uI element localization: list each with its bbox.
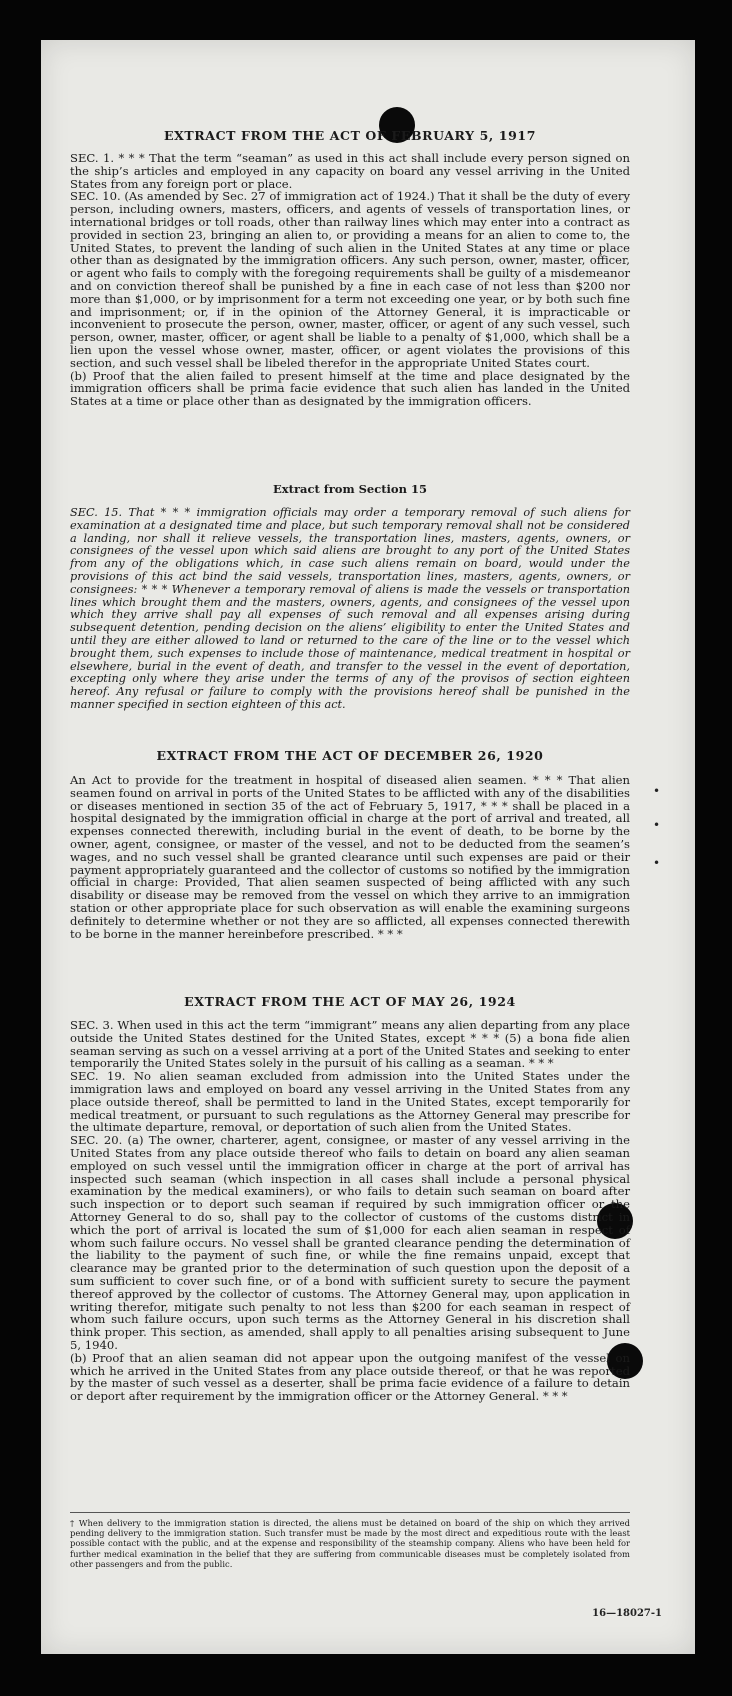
section-1924 xyxy=(70,1019,630,1403)
sec-1-paragraph: SEC. 1. * * * That the term “seaman” as used in this act shall include every person signed on the ship’s articles and employed in any capacity on board any vessel arriving in the United States from any foreign port or place. xyxy=(70,151,630,191)
heading-act-1920: EXTRACT FROM THE ACT OF DECEMBER 26, 1920 xyxy=(156,748,544,763)
sec-3-paragraph: SEC. 3. When used in this act the term “immigrant” means any alien departing from any place outside the United States destined for the United States, except * * * (5) a bona fide alien seaman serving as such on a vessel arriving at a port of the United States and seeking to enter temporarily the United States solely in the pursuit of his calling as a seaman. * * * xyxy=(70,1018,630,1071)
sec-10-paragraph: SEC. 10. (As amended by Sec. 27 of immigration act of 1924.) That it shall be the duty of every person, including owners, masters, officers, and agents of vessels of transportation lines, or international bridges or toll roads, other than railway lines which may enter into a contract as provided in section 23, bringing an alien to, or providing a means for an alien to come to, the United States, to prevent the landing of such alien in the United States at any time or place other than as designated by the immigration officers. Any such person, owner, master, officer, or agent who fails to comply with the foregoing requirements shall be guilty of a misdemeanor and on conviction thereof shall be punished by a fine in each case of not less than $200 nor more than $1,000, or by imprisonment for a term not exceeding one year, or by both such fine and imprisonment; or, if in the opinion of the Attorney General, it is impracticable or inconvenient to prosecute the person, owner, master, officer, or agent of any such vessel, such person, owner, master, officer, or agent shall be liable to a penalty of $1,000, which shall be a lien upon the vessel whose owner, master, officer, or agent violates the provisions of this section, and such vessel shall be libeled therefor in the appropriate United States court. xyxy=(70,189,630,370)
margin-mark: • xyxy=(653,818,661,832)
heading-act-1924: EXTRACT FROM THE ACT OF MAY 26, 1924 xyxy=(184,994,516,1009)
margin-mark: • xyxy=(653,784,661,798)
act-1920-paragraph: An Act to provide for the treatment in hospital of diseased alien seamen. * * * That alien seamen found on arrival in ports of the United States to be afflicted with any of the disabilities or diseases mentioned in section 35 of the act of February 5, 1917, * * * shall be placed in a hospital designated by the immigration official in charge at the port of arrival and treated, all expenses connected therewith, including burial in the event of death, to be borne by the owner, agent, consignee, or master of the vessel, and not to be deducted from the seamen’s wages, and no such vessel shall be granted clearance until such expenses are paid or their payment appropriately guaranteed and the collector of customs so notified by the immigration official in charge: Provided, That alien seamen suspected of being afflicted with any such disability or disease may be removed from the vessel on which they arrive to an immigration station or other appropriate place for such observation as will enable the examining surgeons definitely to determine whether or not they are so afflicted, all expenses connected therewith to be borne in the manner hereinbefore prescribed. * * * xyxy=(70,773,630,941)
sec-15-paragraph: SEC. 15. That * * * immigration officials may order a temporary removal of such aliens for examination at a designated time and place, but such temporary removal shall not be considered a landing, nor shall it relieve vessels, the transportation lines, masters, agents, owners, or consignees of the vessel upon which said aliens are brought to any port of the United States from any of the obligations which, in case such aliens remain on board, would under the provisions of this act bind the said vessels, transportation lines, masters, agents, owners, or consignees: * * * Whenever a temporary removal of aliens is made the vessels or transportation lines which brought them and the masters, owners, agents, and consignees of the vessel upon which they arrive shall pay all expenses of such removal and all expenses arising during subsequent detention, pending decision on the aliens’ eligibility to enter the United States and until they are either allowed to land or returned to the care of the line or to the vessel which brought them, such expenses to include those of maintenance, medical treatment in hospital or elsewhere, burial in the event of death, and transfer to the vessel in the event of deportation, excepting only where they arise under the terms of any of the provisos of section eighteen hereof. Any refusal or failure to comply with the provisions hereof shall be punished in the manner specified in section eighteen of this act. xyxy=(70,506,630,711)
footnote-divider xyxy=(70,1512,630,1513)
section-1920 xyxy=(70,774,630,940)
form-number: 16—18027-1 xyxy=(592,1608,662,1619)
footnote-text: † When delivery to the immigration station is directed, the aliens must be detained on board of the ship on which they arrived pending delivery to the immigration station. Such transfer must be made by the most direct and expeditious route with the least possible contact with the public, and at the expense and responsibility of the steamship company. Aliens who have been held for further medical examination in the belief that they are suffering from communicable diseases must be completely isolated from other passengers and from the public. xyxy=(70,1518,630,1569)
section-15 xyxy=(70,507,630,712)
footnote xyxy=(70,1518,630,1569)
subheading-section-15: Extract from Section 15 xyxy=(273,482,427,496)
heading-act-1917: EXTRACT FROM THE ACT OF FEBRUARY 5, 1917 xyxy=(163,128,536,143)
sec-10b-paragraph: (b) Proof that the alien failed to present himself at the time and place designated by the immigration officers shall be prima facie evidence that such alien has landed in the United States at a time or place other than as designated by the immigration officers. xyxy=(70,368,630,409)
sec-19-paragraph: SEC. 19. No alien seaman excluded from admission into the United States under the immigration laws and employed on board any vessel arriving in the United States from any place outside thereof, shall be permitted to land in the United States, except temporarily for medical treatment, or pursuant to such regulations as the Attorney General may prescribe for the ultimate departure, removal, or deportation of such alien from the United States. xyxy=(70,1069,630,1135)
sec-20a-paragraph: SEC. 20. (a) The owner, charterer, agent, consignee, or master of any vessel arriving in the United States from any place outside thereof who fails to detain on board any alien seaman employed on such vessel until the immigration officer in charge at the port of arrival has inspected such seaman (which inspection in all cases shall include a personal physical examination by the medical examiners), or who fails to detain such seaman on board after such inspection or to deport such seaman if required by such immigration officer or the Attorney General to do so, shall pay to the collector of customs of the customs district in which the port of arrival is located the sum of $1,000 for each alien seaman in respect of whom such failure occurs. No vessel shall be granted clearance pending the determination of the liability to the payment of such fine, or while the fine remains unpaid, except that clearance may be granted prior to the determination of such question upon the deposit of a sum sufficient to cover such fine, or of a bond with sufficient surety to secure the payment thereof approved by the collector of customs. The Attorney General may, upon application in writing therefor, mitigate such penalty to not less than $200 for each seaman in respect of whom such failure occurs, upon such terms as the Attorney General in his discretion shall think proper. This section, as amended, shall apply to all penalties arising subsequent to June 5, 1940. xyxy=(70,1133,630,1352)
margin-mark: • xyxy=(653,856,661,870)
sec-20b-paragraph: (b) Proof that an alien seaman did not appear upon the outgoing manifest of the vessel on which he arrived in the United States from any place outside thereof, or that he was reported by the master of such vessel as a deserter, shall be prima facie evidence of a failure to detain or deport after requirement by the immigration officer or the Attorney General. * * * xyxy=(70,1350,630,1404)
section-1917 xyxy=(70,152,630,408)
